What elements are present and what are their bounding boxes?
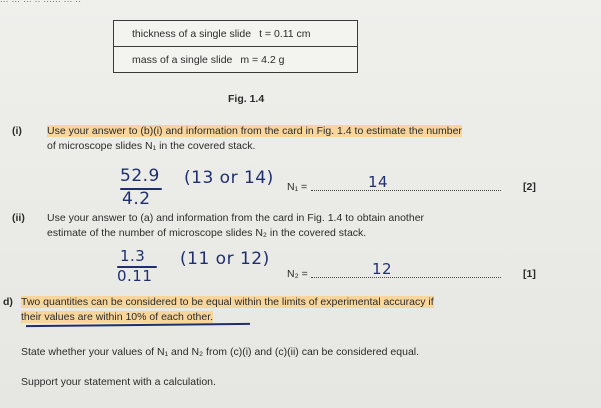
part-ii-answer-line (311, 277, 501, 278)
part-ii-work-numerator: 1.3 (120, 247, 146, 265)
part-i-answer-label: N₁ = (287, 181, 308, 193)
part-d-line2 (21, 311, 213, 323)
part-i-marker: (i) (12, 125, 22, 137)
mass-label: mass of a single slide (132, 53, 233, 66)
part-i-answer-line (311, 190, 501, 191)
card-mass-row (113, 46, 358, 73)
part-ii-work-note: (11 or 12) (180, 249, 270, 269)
part-i-line2: of microscope slides N₁ in the covered stack. (47, 140, 256, 152)
part-ii-answer-label: N₂ = (287, 268, 308, 280)
part-d-pen-underline (26, 323, 250, 327)
part-i-line1 (47, 125, 462, 137)
part-ii-work-denominator: 0.11 (117, 267, 153, 285)
part-i-work-numerator: 52.9 (120, 166, 160, 186)
thickness-value: t = 0.11 cm (259, 27, 311, 40)
part-ii-line1: Use your answer to (a) and information from the card in Fig. 1.4 to obtain another (47, 212, 425, 224)
part-ii-line2: estimate of the number of microscope slides N₂ in the covered stack. (47, 227, 367, 239)
part-i-answer-value: 14 (368, 173, 389, 191)
part-ii-answer-value: 12 (372, 260, 393, 278)
card-thickness-row (113, 20, 358, 47)
part-i-marks: [2] (523, 181, 536, 193)
part-d-line2-text: their values are within 10% of each other. (21, 311, 214, 323)
thickness-label: thickness of a single slide (132, 27, 252, 40)
part-i-line1-text: Use your answer to (b)(i) and information from the card in Fig. 1.4 to estimate the number (47, 125, 462, 137)
cropped-header-text (0, 0, 81, 4)
part-ii-marks: [1] (523, 268, 536, 280)
part-ii-marker: (ii) (12, 212, 25, 224)
part-d-marker: d) (3, 296, 13, 308)
part-i-work-note: (13 or 14) (184, 168, 274, 188)
mass-value: m = 4.2 g (240, 53, 285, 66)
part-d-line4: Support your statement with a calculation. (21, 376, 216, 388)
part-d-line3: State whether your values of N₁ and N₂ from (c)(i) and (c)(ii) can be considered equal. (21, 346, 420, 358)
part-d-line1-text: Two quantities can be considered to be equal within the limits of experimental accuracy if (21, 296, 434, 308)
figure-label: Fig. 1.4 (228, 93, 265, 105)
part-d-line1 (21, 296, 434, 308)
part-i-work-denominator: 4.2 (122, 189, 151, 209)
